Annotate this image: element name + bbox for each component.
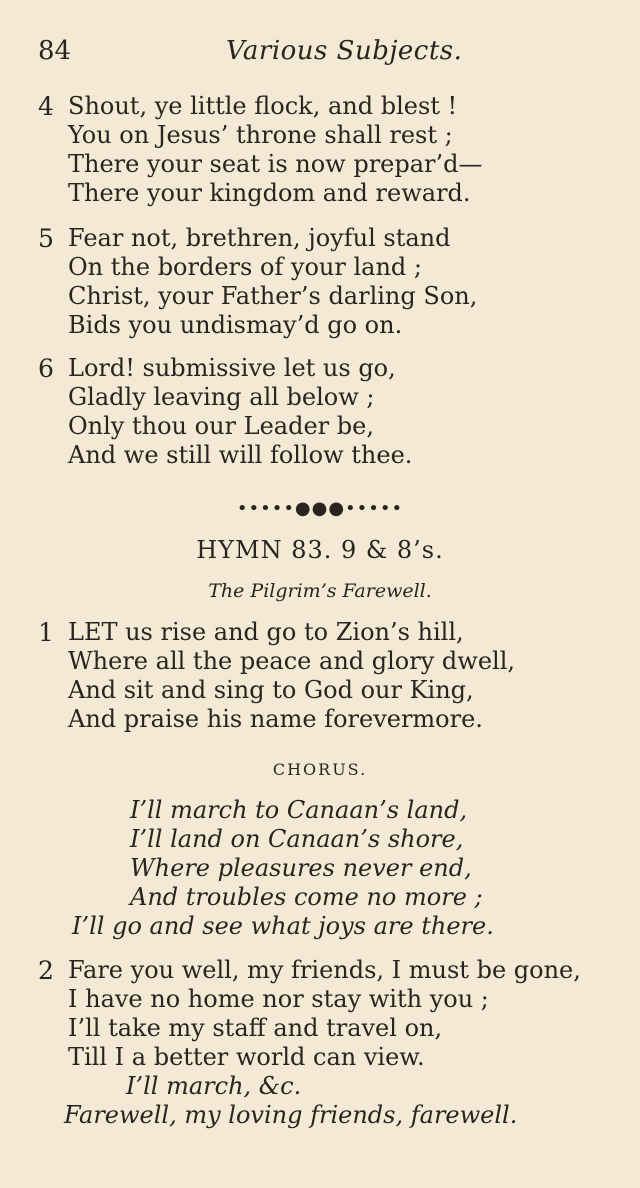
verse-line: On the borders of your land ; bbox=[68, 253, 423, 281]
verse-line: Where all the peace and glory dwell, bbox=[68, 647, 515, 675]
verse-line: Christ, your Father’s darling Son, bbox=[68, 282, 478, 310]
hymn-subtitle: The Pilgrim’s Farewell. bbox=[208, 580, 432, 602]
verse-line: Till I a better world can view. bbox=[68, 1043, 425, 1071]
verse-line: Bids you undismay’d go on. bbox=[68, 311, 403, 339]
verse-line: I have no home nor stay with you ; bbox=[68, 985, 489, 1013]
verse-line: There your seat is now prepar’d— bbox=[68, 150, 483, 178]
chorus-heading: CHORUS. bbox=[272, 760, 368, 779]
chorus-line: I’ll march to Canaan’s land, bbox=[130, 796, 468, 824]
page-header bbox=[38, 36, 598, 76]
stanza-number: 2 bbox=[38, 956, 54, 985]
verse-line: Shout, ye little flock, and blest ! bbox=[68, 92, 458, 120]
verse-line: Fare you well, my friends, I must be gone, bbox=[68, 956, 581, 984]
verse-line: And praise his name forevermore. bbox=[68, 705, 483, 733]
verse-line: LET us rise and go to Zion’s hill, bbox=[68, 618, 464, 646]
verse-line: And we still will follow thee. bbox=[68, 441, 413, 469]
stanza-number: 1 bbox=[38, 618, 54, 647]
verse-line: I’ll take my staff and travel on, bbox=[68, 1014, 443, 1042]
chorus-line: And troubles come no more ; bbox=[130, 883, 483, 911]
stanza-number: 4 bbox=[38, 92, 54, 121]
running-title: Various Subjects. bbox=[226, 36, 463, 66]
verse-line: Gladly leaving all below ; bbox=[68, 383, 375, 411]
chorus-line: I’ll go and see what joys are there. bbox=[72, 912, 494, 940]
verse-line: And sit and sing to God our King, bbox=[68, 676, 474, 704]
verse-line: Lord! submissive let us go, bbox=[68, 354, 396, 382]
page-number: 84 bbox=[38, 36, 72, 66]
section-divider-ornament: •••••●●●••••• bbox=[236, 498, 404, 519]
verse-line: Only thou our Leader be, bbox=[68, 412, 374, 440]
stanza-number: 6 bbox=[38, 354, 54, 383]
chorus-line: I’ll land on Canaan’s shore, bbox=[130, 825, 464, 853]
chorus bbox=[72, 796, 494, 941]
verse-line: You on Jesus’ throne shall rest ; bbox=[68, 121, 453, 149]
verse-line: There your kingdom and reward. bbox=[68, 179, 471, 207]
chorus-line: Where pleasures never end, bbox=[130, 854, 472, 882]
farewell-line: Farewell, my loving friends, farewell. bbox=[64, 1101, 518, 1129]
hymn-title: HYMN 83. 9 & 8’s. bbox=[196, 536, 444, 564]
stanza-number: 5 bbox=[38, 224, 54, 253]
verse-line: Fear not, brethren, joyful stand bbox=[68, 224, 451, 252]
chorus-refrain: I’ll march, &c. bbox=[126, 1072, 302, 1100]
